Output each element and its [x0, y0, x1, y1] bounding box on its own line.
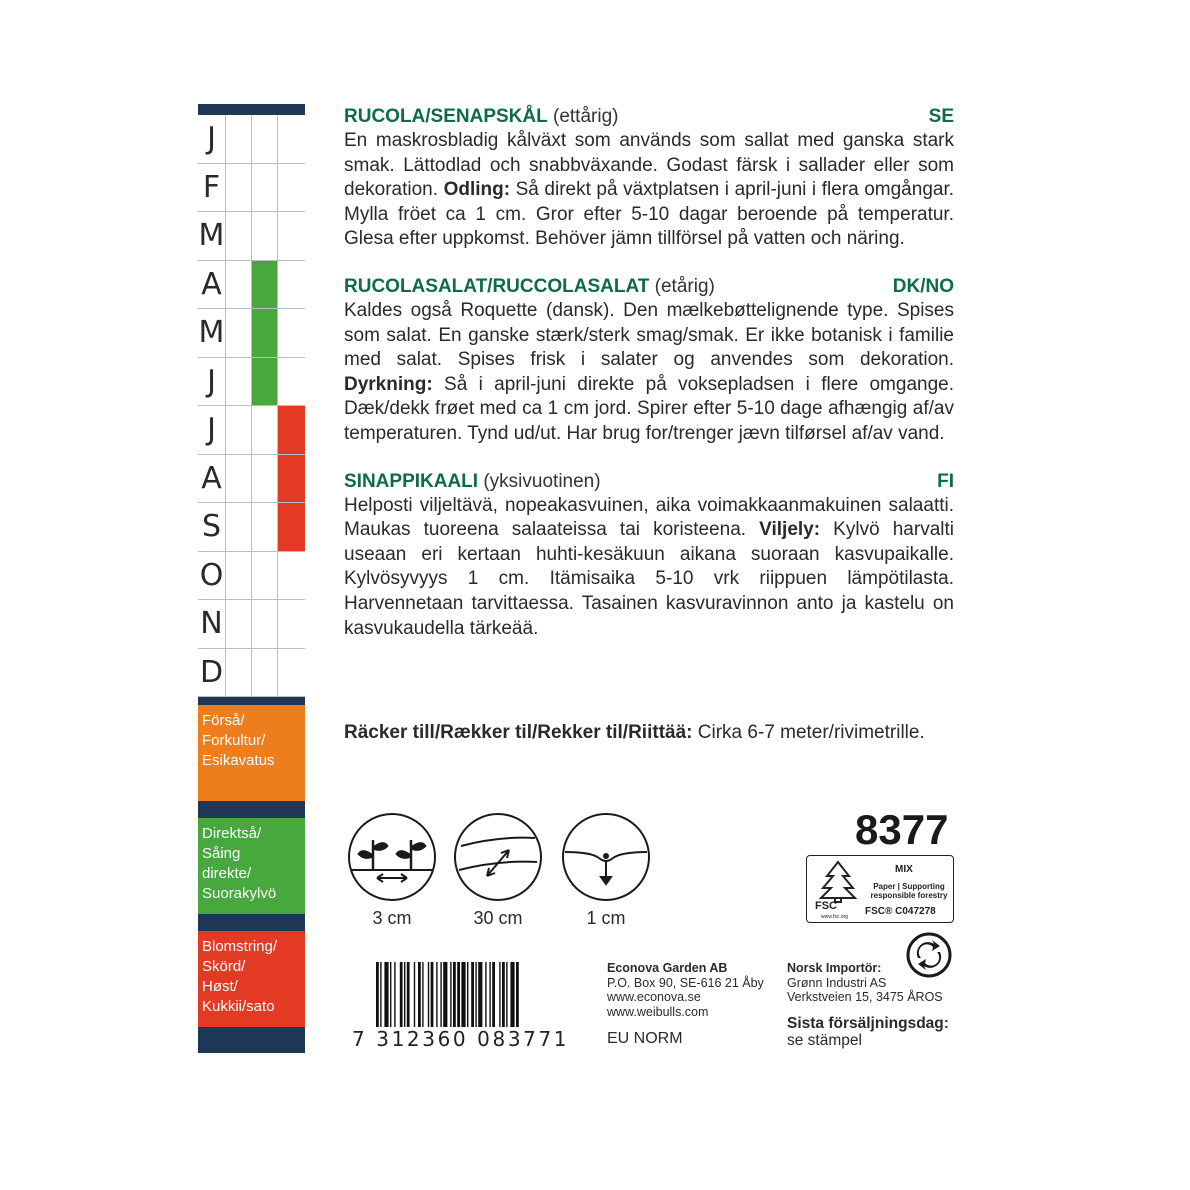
month-letter: F — [198, 164, 226, 212]
barcode-bar — [422, 962, 423, 1028]
calendar-cell — [226, 503, 252, 551]
section-body — [344, 494, 954, 642]
legend-direct-line: direkte/ — [202, 865, 252, 882]
importer-label: Norsk Importör: — [787, 961, 882, 975]
last-sale-label: Sista försäljningsdag: — [787, 1015, 949, 1032]
row-spacing-icon — [453, 812, 543, 902]
row-spacing-label: 30 cm — [473, 908, 523, 928]
month-letter: S — [198, 503, 226, 551]
section-dk-no — [344, 274, 954, 447]
last-sale-date — [787, 1015, 949, 1049]
calendar-cell — [252, 358, 278, 406]
calendar-cell — [252, 600, 278, 648]
importer-info — [787, 961, 943, 1005]
body-text: Kylvö harvalti useaan eri kertaan huhti-kesäkuun aikana suoraan kasvupaikalle. Kylvösyvyys 1 cm. Itämisaika 5-10 vrk riippuen lämpötilasta. Harvennetaan tarvittaessa. Tasainen kasvuravinnon anto ja kastelu on kasvukaudella tärkeää. — [344, 519, 954, 639]
barcode-bar — [489, 962, 490, 1028]
body-text: En maskrosbladig kålväxt som används som sallat med ganska stark smak. Lättodlad och snabbväxande. Godast färsk i sallader eller som dekoration. — [344, 130, 954, 201]
calendar-month-row — [198, 115, 305, 164]
calendar-cell — [278, 406, 305, 454]
plant-spacing — [342, 812, 442, 929]
barcode-bar — [471, 962, 474, 1028]
calendar-cell — [278, 455, 305, 503]
company-address: P.O. Box 90, SE-616 21 Åby — [607, 975, 764, 990]
month-letter: J — [198, 358, 226, 406]
barcode-bar — [461, 962, 465, 1028]
fsc-paper: Paper | Supporting responsible forestry — [870, 882, 948, 900]
month-letter: M — [198, 212, 226, 260]
body-bold: Viljely: — [759, 519, 821, 541]
fsc-web: www.fsc.org — [821, 914, 848, 920]
barcode-bar — [384, 962, 388, 1028]
section-fi — [344, 469, 954, 642]
calendar-cell — [252, 212, 278, 260]
section-subtitle: (ettårig) — [547, 106, 619, 127]
body-bold: Odling: — [443, 179, 511, 201]
company-info — [607, 961, 764, 1019]
barcode-bar — [414, 962, 415, 1028]
calendar-month-row — [198, 261, 305, 310]
legend-harvest-line: Kukkii/sato — [202, 998, 275, 1015]
calendar-month-row — [198, 552, 305, 601]
body-text: Så i april-juni direkte på voksepladsen i flere omgange. Dæk/dekk frøet med ca 1 cm jord. Spirer efter 5-10 dage afhængig af/av temperaturen. Tynd ud/ut. Har brug for/trenger jævn tilførsel af/av vand. — [344, 373, 954, 444]
barcode-bar — [418, 962, 421, 1028]
calendar-month-row — [198, 358, 305, 407]
barcode-bar — [485, 962, 486, 1028]
language-code: DK/NO — [892, 275, 954, 297]
calendar-cell — [278, 212, 305, 260]
calendar-cell — [226, 115, 252, 163]
month-letter: J — [198, 406, 226, 454]
barcode-bar — [453, 962, 456, 1028]
barcode-bar — [440, 962, 441, 1028]
last-sale-value: se stämpel — [787, 1032, 862, 1049]
calendar-cell — [226, 358, 252, 406]
fsc-mix: MIX — [895, 864, 913, 875]
importer-name: Grønn Industri AS — [787, 975, 887, 990]
language-code: SE — [928, 106, 954, 127]
sowing-depth-label: 1 cm — [586, 908, 626, 928]
plant-spacing-icon — [347, 812, 437, 902]
barcode-bar — [436, 962, 437, 1028]
month-letter: A — [198, 261, 226, 309]
section-body — [344, 299, 954, 447]
sowing-depth — [556, 812, 656, 929]
month-letter: N — [198, 600, 226, 648]
calendar-cell — [226, 212, 252, 260]
calendar-cell — [278, 261, 305, 309]
calendar-cell — [252, 164, 278, 212]
calendar-cell — [226, 164, 252, 212]
barcode-bar — [506, 962, 507, 1028]
barcode-bar — [431, 962, 434, 1028]
company-name: Econova Garden AB — [607, 961, 728, 975]
calendar-cell — [278, 358, 305, 406]
legend-presowing-line: Forkultur/ — [202, 732, 266, 749]
fsc-logo — [806, 855, 954, 923]
calendar-cell — [278, 164, 305, 212]
legend-direct-sowing — [198, 818, 305, 914]
calendar-month-row — [198, 164, 305, 213]
legend-harvest — [198, 931, 305, 1027]
fsc-code: FSC® C047278 — [865, 906, 936, 917]
section-se — [344, 104, 954, 252]
calendar-month-row — [198, 600, 305, 649]
calendar-month-row — [198, 406, 305, 455]
eu-norm: EU NORM — [607, 1030, 683, 1047]
calendar-cell — [226, 649, 252, 697]
legend-harvest-line: Skörd/ — [202, 958, 246, 975]
calendar-cell — [226, 600, 252, 648]
legend-presowing-line: Förså/ — [202, 712, 245, 729]
calendar-cell — [278, 503, 305, 551]
calendar-cell — [252, 455, 278, 503]
legend-harvest-line: Høst/ — [202, 978, 238, 995]
calendar-cell — [278, 115, 305, 163]
barcode-bar — [457, 962, 460, 1028]
company-web: www.econova.se — [607, 990, 701, 1004]
barcode-bar — [475, 962, 476, 1028]
legend-direct-line: Direktså/ — [202, 825, 262, 842]
calendar-cell — [252, 261, 278, 309]
importer-address: Verkstveien 15, 3475 ÅROS — [787, 990, 943, 1004]
section-title: SINAPPIKAALI — [344, 470, 479, 492]
barcode-bar — [407, 962, 410, 1028]
barcode-bar — [492, 962, 495, 1028]
barcode-bar — [428, 962, 429, 1028]
barcode-bar — [400, 962, 403, 1028]
fsc-label: FSC — [815, 900, 837, 912]
description-text — [344, 104, 954, 663]
calendar-cell — [252, 503, 278, 551]
body-text: Helposti viljeltävä, nopeakasvuinen, aika voimakkaanmakuinen salaatti. Maukas tuoreena salaateissa tai koristeena. — [344, 494, 954, 541]
plant-spacing-label: 3 cm — [372, 908, 412, 928]
month-letter: O — [198, 552, 226, 600]
month-letter: A — [198, 455, 226, 503]
calendar-cell — [252, 552, 278, 600]
calendar-cell — [226, 552, 252, 600]
section-title: RUCOLASALAT/RUCCOLASALAT — [344, 275, 650, 297]
body-text: Så direkt på växtplatsen i april-juni i flera omgångar. Mylla fröet ca 1 cm. Gror efter 5-10 dagar beroende på temperatur. Glesa efter uppkomst. Behöver jämn tillförsel på vatten och näring. — [344, 179, 955, 250]
month-grid — [198, 115, 305, 697]
barcode-bar — [499, 962, 500, 1028]
calendar-cell — [226, 455, 252, 503]
yield-value: Cirka 6-7 meter/rivimetrille. — [692, 722, 925, 743]
legend-direct-line: Suorakylvö — [202, 885, 277, 902]
calendar-month-row — [198, 309, 305, 358]
section-body — [344, 129, 954, 252]
month-letter: M — [198, 309, 226, 357]
calendar-cell — [278, 600, 305, 648]
calendar-cell — [278, 309, 305, 357]
barcode-bar — [502, 962, 505, 1028]
barcode-bar — [404, 962, 405, 1028]
barcode-bar — [394, 962, 395, 1028]
section-subtitle: (yksivuotinen) — [478, 470, 601, 492]
month-letter: D — [198, 649, 226, 697]
fsc-tree-icon — [813, 860, 863, 904]
barcode-bar — [478, 962, 482, 1028]
yield-line — [344, 720, 954, 745]
barcode-bar — [390, 962, 391, 1028]
yield-label: Räcker till/Rækker til/Rekker til/Riittää: — [344, 722, 693, 743]
calendar-month-row — [198, 455, 305, 504]
calendar-month-row — [198, 649, 305, 698]
calendar-cell — [278, 649, 305, 697]
calendar-cell — [226, 406, 252, 454]
product-number: 8377 — [855, 806, 949, 853]
section-subtitle: (etårig) — [649, 275, 715, 297]
barcode-bar — [510, 962, 514, 1028]
calendar-month-row — [198, 212, 305, 261]
body-text: Kaldes også Roquette (dansk). Den mælkebøttelignende type. Spises som salat. En ganske stærk/sterk smag/smak. Er ikke botanisk i familie med salat. Spises frisk i salater og anvendes som dekoration. — [344, 299, 954, 371]
barcode-digits: 7 312360 083771 — [352, 1027, 570, 1051]
calendar-cell — [252, 309, 278, 357]
calendar-cell — [252, 406, 278, 454]
legend-direct-line: Såing — [202, 845, 241, 862]
calendar-cell — [278, 552, 305, 600]
calendar-cell — [226, 261, 252, 309]
section-heading — [344, 274, 954, 299]
section-heading — [344, 469, 954, 494]
barcode-bar — [467, 962, 468, 1028]
section-title: RUCOLA/SENAPSKÅL — [344, 106, 548, 127]
body-bold: Dyrkning: — [344, 373, 433, 395]
section-heading — [344, 104, 954, 129]
sowing-calendar — [198, 104, 305, 1053]
legend-presowing — [198, 705, 305, 801]
calendar-cell — [252, 649, 278, 697]
calendar-month-row — [198, 503, 305, 552]
legend-presowing-line: Esikavatus — [202, 752, 275, 769]
company-web: www.weibulls.com — [607, 1004, 709, 1019]
legend-harvest-line: Blomstring/ — [202, 938, 278, 955]
language-code: FI — [937, 470, 954, 492]
calendar-cell — [252, 115, 278, 163]
month-letter: J — [198, 115, 226, 163]
row-spacing — [448, 812, 548, 929]
calendar-cell — [226, 309, 252, 357]
sowing-depth-icon — [561, 812, 651, 902]
